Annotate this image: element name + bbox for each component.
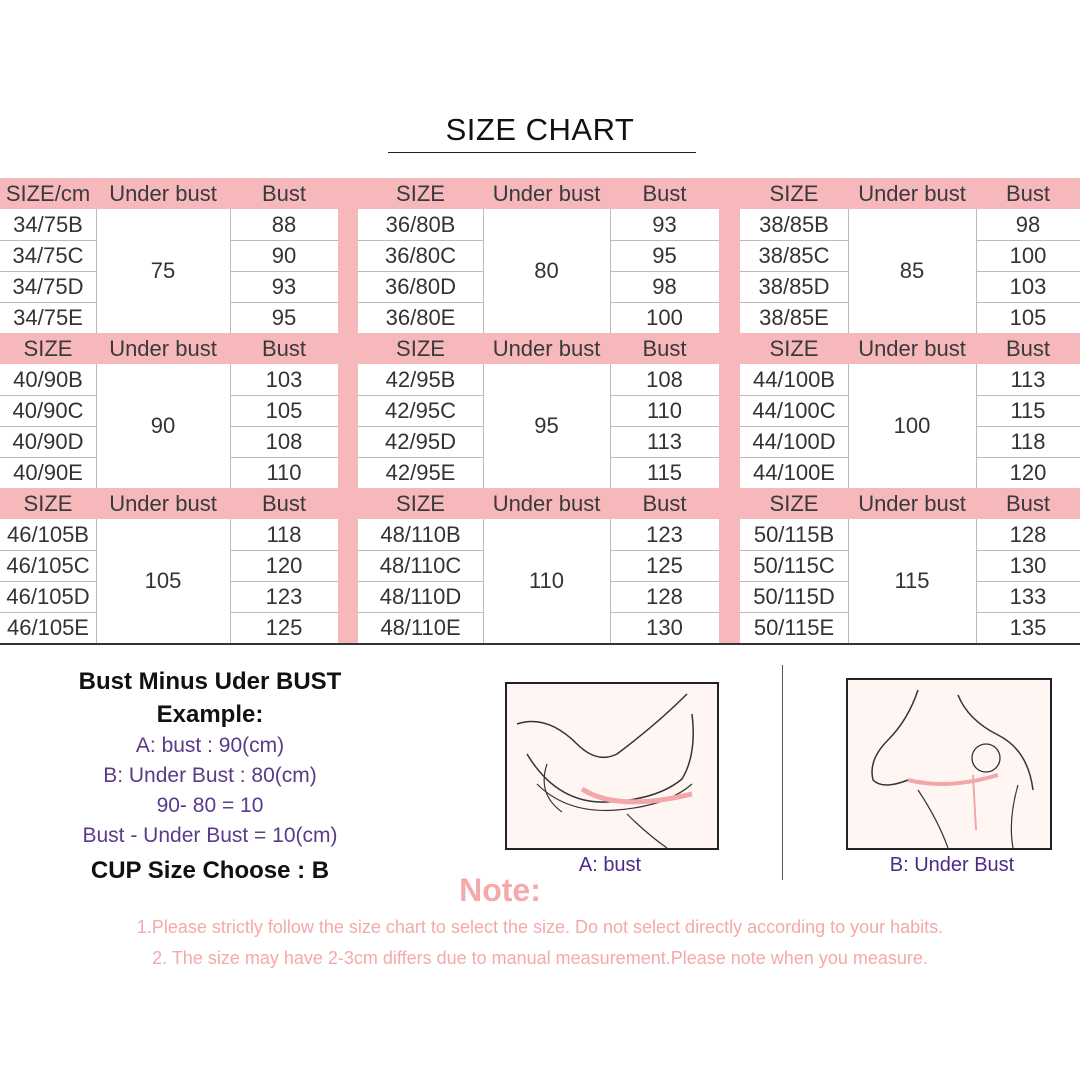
bust-value: 115: [1010, 397, 1046, 423]
bust-value: 95: [271, 304, 297, 330]
bust-value: 110: [266, 459, 302, 485]
size-value: 44/100B: [753, 366, 835, 392]
bust-value: 105: [265, 397, 303, 423]
size-value: 48/110C: [379, 552, 462, 578]
size-column-header: SIZE: [769, 335, 819, 361]
chart-block: [0, 333, 1080, 488]
bust-value: 123: [646, 521, 683, 547]
under-bust-column-header: Under bust: [492, 335, 601, 361]
size-value: 44/100C: [752, 397, 836, 423]
under-bust-column-header: Under bust: [492, 490, 601, 516]
size-value: 38/85E: [759, 304, 829, 330]
size-value: 50/115E: [753, 614, 835, 640]
bust-value: 128: [1009, 521, 1047, 547]
size-column-header: SIZE: [769, 490, 819, 516]
example-under-bust-line: B: Under Bust : 80(cm): [103, 764, 317, 787]
under-bust-measurement-illustration: [846, 678, 1052, 850]
bust-value: 123: [265, 583, 303, 609]
size-value: 50/115C: [753, 552, 835, 578]
under-bust-column-header: Under bust: [858, 335, 966, 361]
bust-measurement-illustration: [505, 682, 719, 850]
size-value: 46/105D: [6, 583, 90, 609]
cup-size-result: CUP Size Choose : B: [90, 857, 330, 884]
bust-value: 115: [646, 459, 683, 485]
under-bust-value: 100: [893, 413, 931, 438]
bust-value: 108: [646, 366, 683, 392]
size-column-header: SIZE: [23, 490, 73, 516]
size-value: 48/110D: [379, 583, 462, 609]
bust-column-header: Bust: [642, 335, 687, 361]
chart-block: [0, 488, 1080, 643]
under-bust-column-header: Under bust: [109, 335, 217, 361]
size-value: 44/100D: [752, 428, 836, 454]
bust-column-header: Bust: [642, 490, 687, 516]
bust-value: 90: [271, 242, 297, 268]
bust-value: 108: [265, 428, 303, 454]
size-value: 48/110E: [380, 614, 461, 640]
size-value: 40/90C: [12, 397, 84, 423]
bust-value: 103: [265, 366, 303, 392]
chart-block: [0, 178, 1080, 333]
size-value: 38/85D: [758, 273, 830, 299]
size-value: 42/95C: [385, 397, 456, 423]
size-column-header: SIZE/cm: [5, 180, 91, 206]
under-bust-value: 95: [534, 413, 559, 438]
title-underline: [388, 152, 696, 153]
group-separator: [338, 178, 358, 333]
under-bust-caption: B: Under Bust: [889, 854, 1015, 876]
bust-column-header: Bust: [1005, 490, 1051, 516]
under-bust-column-header: Under bust: [109, 490, 217, 516]
bust-column-header: Bust: [261, 180, 307, 206]
chart-bottom-border: [0, 643, 1080, 645]
bust-value: 113: [646, 428, 683, 454]
size-value: 38/85B: [759, 211, 829, 237]
bust-column-header: Bust: [642, 180, 687, 206]
example-bust-line: A: bust : 90(cm): [135, 734, 285, 757]
size-value: 40/90D: [12, 428, 84, 454]
size-value: 34/75C: [12, 242, 84, 268]
example-heading: Example:: [156, 701, 264, 728]
note-title: Note:: [459, 872, 541, 908]
size-value: 50/115D: [753, 583, 835, 609]
under-bust-column-header: Under bust: [858, 490, 966, 516]
note-line-1: 1.Please strictly follow the size chart to select the size. Do not select directly according to your habits.: [136, 917, 944, 937]
bust-value: 95: [652, 242, 677, 268]
size-column-header: SIZE: [769, 180, 819, 206]
size-chart-table: [0, 178, 1080, 643]
size-value: 50/115B: [753, 521, 835, 547]
under-bust-value: 115: [894, 568, 930, 593]
image-divider: [782, 665, 783, 880]
bust-column-header: Bust: [1005, 335, 1051, 361]
bust-value: 125: [265, 614, 303, 640]
bust-value: 128: [646, 583, 683, 609]
bust-value: 118: [1010, 428, 1046, 454]
size-value: 42/95B: [385, 366, 456, 392]
under-bust-value: 105: [144, 568, 182, 593]
bust-value: 88: [271, 211, 297, 237]
example-result: Bust - Under Bust = 10(cm): [82, 824, 338, 847]
size-value: 38/85C: [758, 242, 830, 268]
bust-caption: A: bust: [578, 854, 642, 876]
group-separator: [338, 488, 358, 643]
under-bust-value: 90: [150, 413, 176, 438]
cup-size-explanation: [30, 665, 390, 891]
size-value: 46/105C: [6, 552, 90, 578]
bust-value: 103: [1009, 273, 1047, 299]
size-value: 46/105E: [7, 614, 89, 640]
under-bust-column-header: Under bust: [109, 180, 217, 206]
bust-value: 100: [646, 304, 683, 330]
group-separator: [719, 178, 740, 333]
group-separator: [719, 488, 740, 643]
page-title: SIZE CHART: [445, 112, 635, 147]
bust-value: 130: [1009, 552, 1047, 578]
size-value: 42/95D: [385, 428, 456, 454]
size-value: 46/105B: [7, 521, 89, 547]
size-column-header: SIZE: [23, 335, 73, 361]
size-value: 34/75D: [12, 273, 84, 299]
explanation-heading: Bust Minus Uder BUST: [78, 668, 342, 695]
under-bust-column-header: Under bust: [858, 180, 966, 206]
size-value: 44/100E: [753, 459, 835, 485]
bust-column-header: Bust: [261, 335, 307, 361]
under-bust-value: 85: [899, 258, 925, 283]
under-bust-value: 75: [150, 258, 176, 283]
size-value: 40/90E: [13, 459, 83, 485]
size-value: 36/80C: [385, 242, 456, 268]
bust-value: 98: [1015, 211, 1041, 237]
bust-value: 113: [1010, 366, 1046, 392]
size-value: 42/95E: [385, 459, 456, 485]
bust-value: 133: [1009, 583, 1047, 609]
size-value: 36/80E: [385, 304, 456, 330]
bust-column-header: Bust: [261, 490, 307, 516]
bust-value: 98: [652, 273, 677, 299]
size-column-header: SIZE: [396, 490, 445, 516]
size-column-header: SIZE: [396, 335, 445, 361]
bust-value: 100: [1009, 242, 1047, 268]
bust-value: 135: [1009, 614, 1047, 640]
size-value: 34/75B: [13, 211, 83, 237]
bust-column-header: Bust: [1005, 180, 1051, 206]
bust-value: 105: [1009, 304, 1047, 330]
bust-value: 130: [646, 614, 683, 640]
bust-value: 93: [652, 211, 677, 237]
size-value: 34/75E: [13, 304, 83, 330]
size-value: 36/80D: [385, 273, 456, 299]
bust-value: 93: [271, 273, 297, 299]
note-line-2: 2. The size may have 2-3cm differs due to manual measurement.Please note when you measure.: [152, 948, 928, 968]
size-column-header: SIZE: [396, 180, 445, 206]
bust-value: 120: [265, 552, 303, 578]
bust-value: 118: [266, 521, 302, 547]
example-calculation: 90- 80 = 10: [156, 794, 264, 817]
bust-value: 110: [646, 397, 683, 423]
bust-value: 125: [646, 552, 683, 578]
under-bust-value: 80: [534, 258, 559, 283]
size-value: 36/80B: [385, 211, 456, 237]
under-bust-value: 110: [528, 568, 565, 593]
group-separator: [338, 333, 358, 488]
group-separator: [719, 333, 740, 488]
size-value: 40/90B: [13, 366, 83, 392]
bust-value: 120: [1009, 459, 1047, 485]
size-value: 48/110B: [380, 521, 461, 547]
under-bust-column-header: Under bust: [492, 180, 601, 206]
